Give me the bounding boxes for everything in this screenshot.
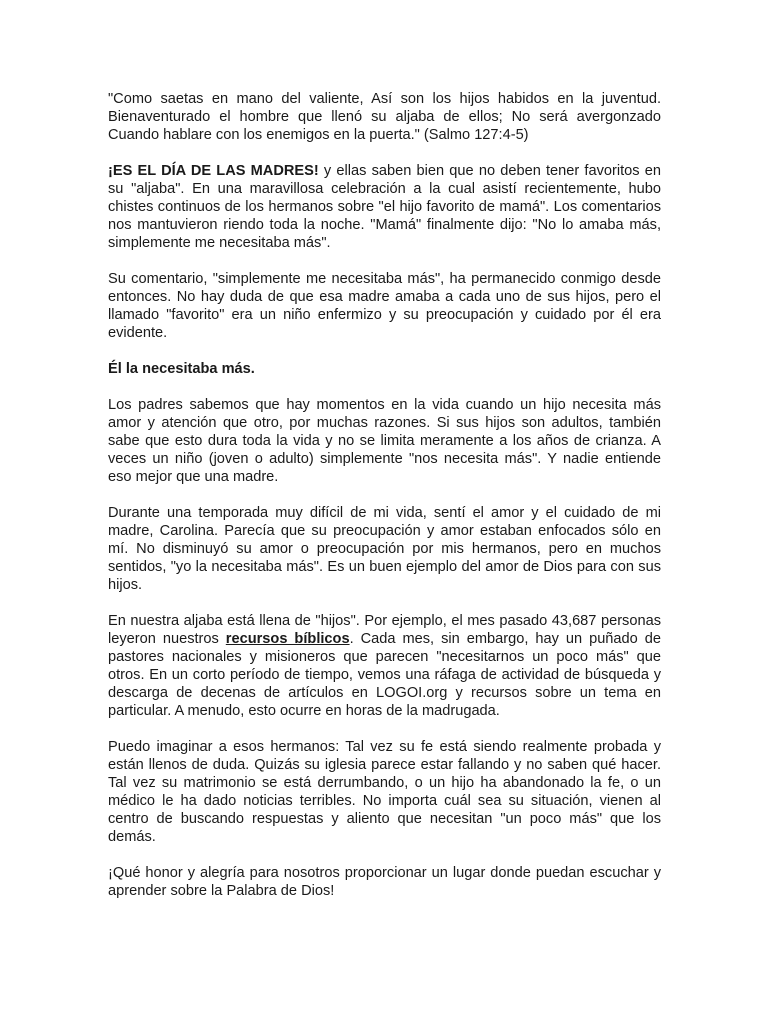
paragraph-text-after: . Cada mes, sin embargo, hay un puñado de pastores nacionales y misioneros que parecen "necesitarnos un poco más" que otros. En un corto período de tiempo, vemos una ráfaga de actividad de búsqueda y descarga de decenas de artículos en LOGOI.org y recursos sobre un tema en particular. A menudo, esto ocurre en horas de la madrugada. [108, 631, 661, 719]
paragraph-quiver [108, 612, 661, 720]
paragraph-text: Puedo imaginar a esos hermanos: Tal vez su fe está siendo realmente probada y están llenos de duda. Quizás su iglesia parece estar fallando y no saben qué hacer. Tal vez su matrimonio se está derrumbando, o un hijo ha abandonado la fe, o un médico le ha dado noticias terribles. No importa cuál sea su situación, vienen al centro de buscando respuestas y aliento que necesitan "un poco más" que los demás. [108, 739, 661, 845]
recursos-biblicos-link[interactable]: recursos bíblicos [225, 631, 350, 647]
paragraph-brothers [108, 738, 661, 846]
paragraph-text: "Como saetas en mano del valiente, Así son los hijos habidos en la juventud. Bienaventurado el hombre que llenó su aljaba de ellos; No será avergonzado Cuando hablare con los enemigos en la puerta." (Salmo 127:4-5) [108, 91, 661, 143]
paragraph-text: Su comentario, "simplemente me necesitaba más", ha permanecido conmigo desde entonces. No hay duda de que esa madre amaba a cada uno de sus hijos, pero el llamado "favorito" era un niño enfermizo y su preocupación y cuidado por él era evidente. [108, 271, 661, 341]
paragraph-text-before: En nuestra aljaba está llena de "hijos". Por ejemplo, el mes pasado 43,687 personas leyeron nuestros [108, 613, 661, 647]
paragraph-text: Los padres sabemos que hay momentos en la vida cuando un hijo necesita más amor y atención que otro, por muchas razones. Si sus hijos son adultos, también sabe que esto dura toda la vida y no se limita meramente a los años de crianza. A veces un niño (joven o adulto) simplemente "nos necesita más". Y nadie entiende eso mejor que una madre. [108, 397, 661, 485]
heading-text: Él la necesitaba más. [108, 361, 255, 377]
paragraph-text: y ellas saben bien que no deben tener favoritos en su "aljaba". En una maravillosa celebración a la cual asistí recientemente, hubo chistes continuos de los hermanos sobre "el hijo favorito de mamá". Los comentarios nos mantuvieron riendo toda la noche. "Mamá" finalmente dijo: "No lo amaba más, simplemente me necesitaba más". [108, 163, 661, 251]
paragraph-text: ¡Qué honor y alegría para nosotros proporcionar un lugar donde puedan escuchar y aprender sobre la Palabra de Dios! [108, 865, 661, 899]
paragraph-psalm-quote [108, 90, 661, 144]
paragraph-mothers-day [108, 162, 661, 252]
paragraph-text: Durante una temporada muy difícil de mi vida, sentí el amor y el cuidado de mi madre, Carolina. Parecía que su preocupación y amor estaban enfocados sólo en mí. No disminuyó su amor o preocupación por mis hermanos, pero en muchos sentidos, "yo la necesitaba más". Es un buen ejemplo del amor de Dios para con sus hijos. [108, 505, 661, 593]
paragraph-parents [108, 396, 661, 486]
paragraph-mother-carolina [108, 504, 661, 594]
paragraph-closing [108, 864, 661, 900]
document-body [108, 90, 661, 918]
section-heading [108, 360, 661, 378]
paragraph-lead: ¡ES EL DÍA DE LAS MADRES! [108, 163, 319, 179]
paragraph-comment [108, 270, 661, 342]
